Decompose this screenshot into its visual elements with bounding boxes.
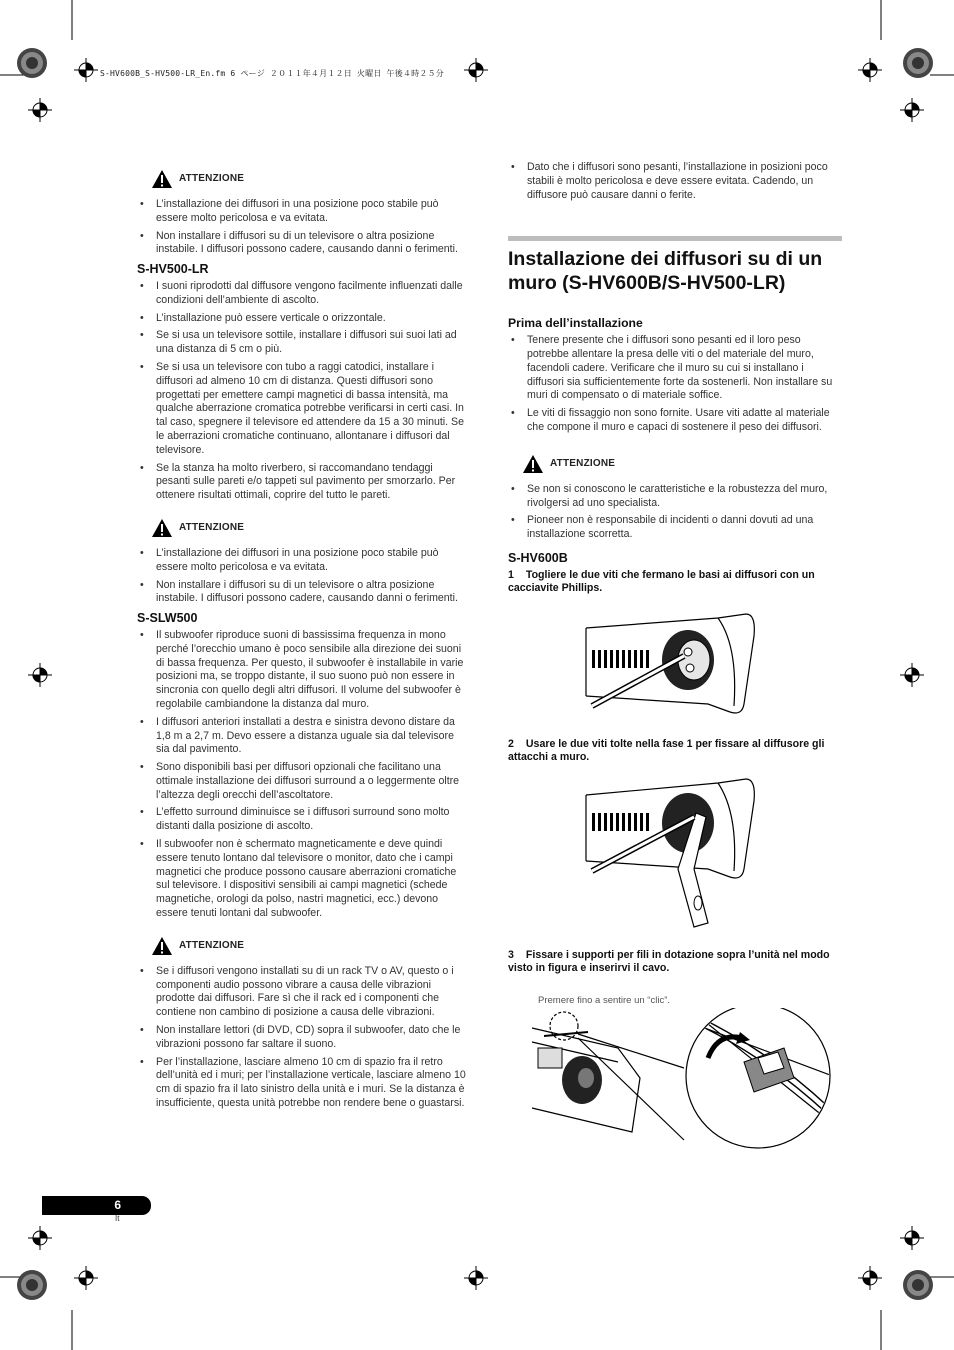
speaker-screw-removal-illustration [508, 606, 842, 724]
step-text: Togliere le due viti che fermano le basi ai diffusori con un cacciavite Phillips. [508, 568, 815, 595]
prima-list [508, 334, 842, 435]
warning-icon [522, 454, 544, 474]
file-header-line: S-HV600B_S-HV500-LR_En.fm 6 ページ ２０１１年４月１２日 火曜日 午後４時２５分 [100, 69, 444, 78]
step-2 [508, 738, 842, 765]
caution-label: ATTENZIONE [179, 173, 245, 185]
warning-icon [151, 518, 173, 538]
page-number-badge [42, 1196, 151, 1215]
list-item: • Non installare lettori (di DVD, CD) sopra il subwoofer, dato che le vibrazioni possono far saltare il suono. [137, 1024, 469, 1052]
list-item: • I suoni riprodotti dal diffusore vengono facilmente influenzati dalle condizioni dell’ambiente di ascolto. [137, 280, 469, 308]
list-item: • Non installare i diffusori su di un televisore o altra posizione instabile. I diffusori possono cadere, causando danni o ferimenti. [137, 230, 469, 258]
list-item: • Pioneer non è responsabile di incidenti o danni dovuti ad una installazione scorretta. [508, 514, 842, 542]
list-item: • Le viti di fissaggio non sono fornite. Usare viti adatte al materiale che compone il muro e capaci di sostenere il peso dei diffusori. [508, 407, 842, 435]
warning-icon [151, 936, 173, 956]
list-item: • Se non si conoscono le caratteristiche e la robustezza del muro, rivolgersi ad uno specialista. [508, 483, 842, 511]
step-number: 1 [508, 568, 514, 581]
list-item: • Se la stanza ha molto riverbero, si raccomandano tendaggi pesanti sulle pareti e/o tappeti sul pavimento per smorzarlo. Per ottenere risultati ottimali, coprire del tutto le pareti. [137, 462, 469, 503]
list-item: • L’installazione può essere verticale o orizzontale. [137, 312, 469, 326]
language-code: It [115, 1214, 120, 1223]
section-divider [508, 236, 842, 241]
list-item: • Se si usa un televisore sottile, installare i diffusori sui suoi lati ad una distanza di 5 cm o più. [137, 329, 469, 357]
list-item: • Dato che i diffusori sono pesanti, l’installazione in posizioni poco stabili è molto pericolosa e deve essere evitata. Cadendo, un diffusore può causare danni o ferite. [508, 161, 842, 202]
list-item: • Il subwoofer non è schermato magneticamente e deve quindi essere tenuto lontano dal televisore o monitor, dato che i campi magnetici che produce possono causare aberrazioni cromatiche sul televisore. I dispositivi sensibili ai campi magnetici (schede magnetiche, orologi da polso, nastri magnetici, ecc.) devono essere tenuti lontani dal subwoofer. [137, 838, 469, 921]
list-item: • Se i diffusori vengono installati su di un rack TV o AV, questo o i componenti audio possono vibrare a causa delle vibrazioni prodotte dai diffusori. Fare sì che il rack ed i componenti che contiene non cambino di posizione a causa delle vibrazioni. [137, 965, 469, 1020]
hv500-list [137, 280, 469, 503]
list-item: • Non installare i diffusori su di un televisore o altra posizione instabile. I diffusori possono cadere, causando danni o ferimenti. [137, 579, 469, 607]
slw500-list [137, 629, 469, 921]
caution-heading [151, 168, 469, 190]
list-item: • L’installazione dei diffusori in una posizione poco stabile può essere molto pericolosa e va evitata. [137, 547, 469, 575]
caution-heading [151, 517, 469, 539]
caution-list [508, 483, 842, 542]
section-title: Installazione dei diffusori su di un muro (S-HV600B/S-HV500-LR) [508, 248, 823, 295]
step-3 [508, 949, 842, 976]
list-item: • I diffusori anteriori installati a destra e sinistra devono distare da 1,8 m a 2,7 m. Devo essere a distanza uguale sia dal televisore sia dal pavimento. [137, 716, 469, 757]
list-item: • Se si usa un televisore con tubo a raggi catodici, installare i diffusori ad almeno 10 cm di distanza. Questi diffusori sono progettati per emettere campi magnetici di bassa intensità, ma qualche aberrazione cromatica potrebbe verificarsi in certi casi. In tal caso, spegnere il televisore ed attendere da 15 a 30 minuti. Se le aberrazioni cromatiche continuano, allontanare i diffusori dal televisore. [137, 361, 469, 458]
figure-caption: Premere fino a sentire un “clic”. [538, 994, 670, 1006]
model-heading-slw500: S-SLW500 [137, 611, 198, 626]
caution-heading [151, 935, 469, 957]
step-number: 3 [508, 948, 514, 961]
caution-label: ATTENZIONE [179, 939, 245, 951]
list-item: • Tenere presente che i diffusori sono pesanti ed il loro peso potrebbe allentare la presa delle viti o del materiale del muro, facendoli cadere. Verificare che il muro su cui si installano i diffusori sia sufficientemente forte da sostenerli. Non installare su muri di compensato o di materiale soffice. [508, 334, 842, 403]
caution-heading [522, 453, 842, 475]
caution-label: ATTENZIONE [550, 457, 616, 469]
caution-list [137, 198, 469, 257]
model-heading-hv600: S-HV600B [508, 550, 568, 565]
step-text: Usare le due viti tolte nella fase 1 per fissare al diffusore gli attacchi a muro. [508, 737, 825, 764]
list-item: • Il subwoofer riproduce suoni di bassissima frequenza in mono perché l’orecchio umano è poco sensibile alla direzione dei suoni di bassa frequenza. Per questo, il subwoofer è installabile in varie posizioni ma, se troppo distante, il suo suono può non essere in sincronia con quello degli altri diffusori. Il volume del subwoofer è regolabile cambiandone la distanza dal muro. [137, 629, 469, 712]
list-item: • Per l’installazione, lasciare almeno 10 cm di spazio fra il retro dell’unità ed i muri; per l’installazione verticale, lasciare almeno 10 cm di spazio fra il lato sinistro della unità e i muri. Se la distanza è insufficiente, questa unità potrebbe non rendere bene o guastarsi. [137, 1056, 469, 1111]
warning-icon [151, 169, 173, 189]
cable-holder-figure [508, 994, 842, 1144]
list-item: • Sono disponibili basi per diffusori opzionali che facilitano una ottimale installazione dei diffusori surround a o leggermente oltre l’altezza degli orecchi dell’ascoltatore. [137, 761, 469, 802]
page-number: 6 [114, 1198, 121, 1212]
caution-label: ATTENZIONE [179, 522, 245, 534]
caution-list [137, 965, 469, 1111]
intro-list [508, 161, 842, 202]
subsection-title: Prima dell’installazione [508, 316, 643, 331]
step-1 [508, 569, 842, 596]
right-column [508, 161, 842, 1144]
model-heading-hv500: S-HV500-LR [137, 262, 209, 277]
list-item: • L’effetto surround diminuisce se i diffusori surround sono molto distanti dalla posizione di ascolto. [137, 806, 469, 834]
left-column [137, 168, 469, 1115]
step-text: Fissare i supporti per fili in dotazione sopra l’unità nel modo visto in figura e inserirvi il cavo. [508, 948, 830, 975]
step-number: 2 [508, 737, 514, 750]
wall-bracket-attach-illustration [508, 773, 842, 933]
list-item: • L’installazione dei diffusori in una posizione poco stabile può essere molto pericolosa e va evitata. [137, 198, 469, 226]
cable-holder-illustration [528, 1008, 838, 1158]
caution-list [137, 547, 469, 606]
